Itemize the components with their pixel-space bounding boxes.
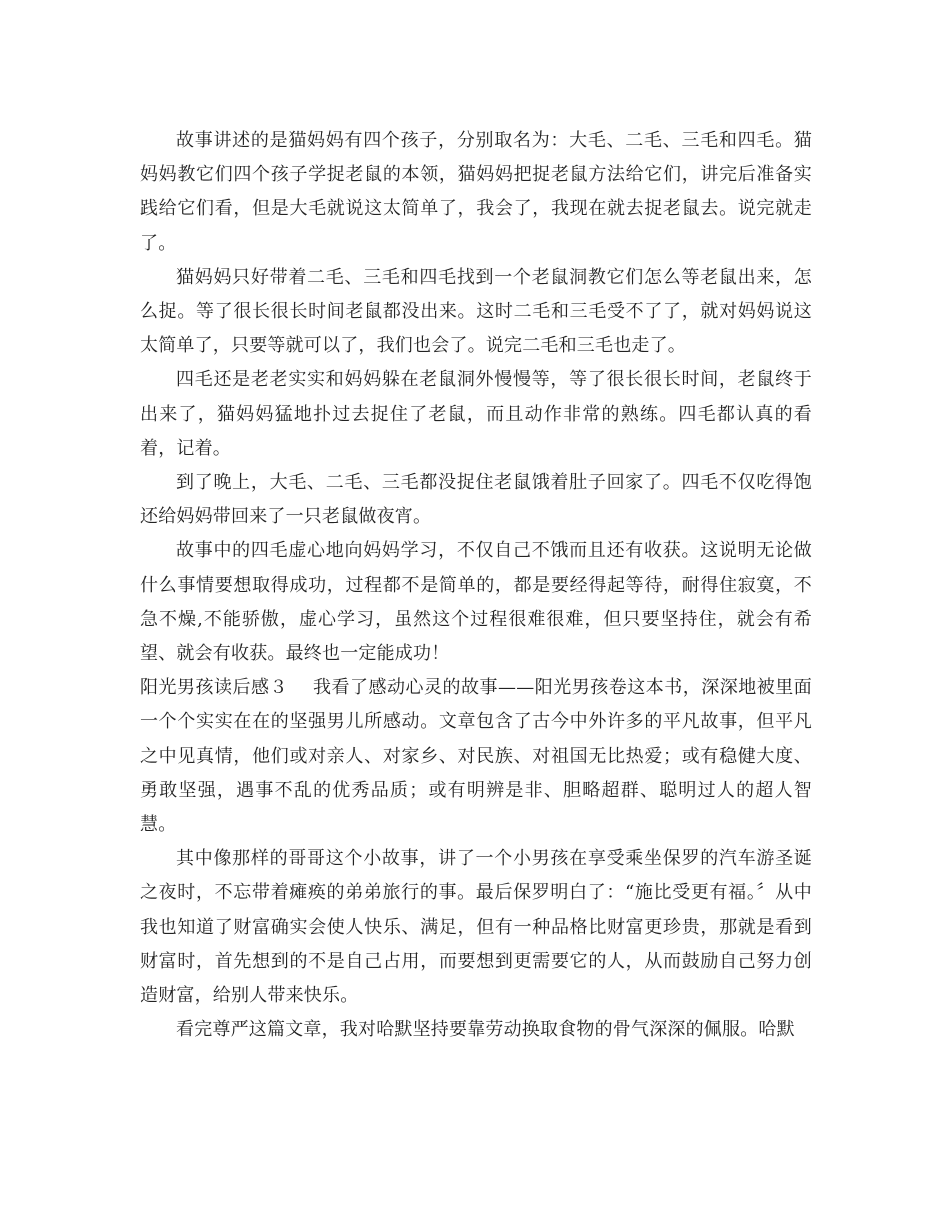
- paragraph: 故事中的四毛虚心地向妈妈学习，不仅自己不饿而且还有收获。这说明无论做什么事情要想取得成功，过程都不是简单的，都是要经得起等待，耐得住寂寞，不急不燥,不能骄傲，虚心学习，虽然这个过程很难很难，但只要坚持住，就会有希望、就会有收获。最终也一定能成功！: [140, 540, 812, 665]
- heading-gap: [288, 677, 313, 698]
- paragraph: 故事讲述的是猫妈妈有四个孩子，分别取名为：大毛、二毛、三毛和四毛。猫妈妈教它们四个孩子学捉老鼠的本领，猫妈妈把捉老鼠方法给它们，讲完后准备实践给它们看，但是大毛就说这太简单了，我会了，我现在就去捉老鼠去。说完就走了。: [140, 130, 812, 254]
- paragraph-with-heading: [140, 671, 812, 842]
- paragraph: 四毛还是老老实实和妈妈躲在老鼠洞外慢慢等，等了很长很长时间，老鼠终于出来了，猫妈妈猛地扑过去捉住了老鼠，而且动作非常的熟练。四毛都认真的看着，记着。: [140, 369, 812, 459]
- paragraph-text: 我看了感动心灵的故事——阳光男孩卷这本书，深深地被里面一个个实实在在的坚强男儿所感动。文章包含了古今中外许多的平凡故事，但平凡之中见真情，他们或对亲人、对家乡、对民族、对祖国无比热爱；或有稳健大度、勇敢坚强，遇事不乱的优秀品质；或有明辨是非、胆略超群、聪明过人的超人智慧。: [140, 677, 812, 836]
- paragraph: 到了晚上，大毛、二毛、三毛都没捉住老鼠饿着肚子回家了。四毛不仅吃得饱还给妈妈带回来了一只老鼠做夜宵。: [140, 472, 812, 528]
- section-heading: 阳光男孩读后感３: [140, 677, 289, 699]
- paragraph: 看完尊严这篇文章，我对哈默坚持要靠劳动换取食物的骨气深深的佩服。哈默: [176, 1019, 795, 1041]
- paragraph: 其中像那样的哥哥这个小故事，讲了一个小男孩在享受乘坐保罗的汽车游圣诞之夜时，不忘带着瘫痪的弟弟旅行的事。最后保罗明白了：“施比受更有福。〞从中我也知道了财富确实会使人快乐、满足，但有一种品格比财富更珍贵，那就是看到财富时，首先想到的不是自己占用，而要想到更需要它的人，从而鼓励自己努力创造财富，给别人带来快乐。: [140, 848, 812, 1007]
- document-body: [140, 124, 812, 1047]
- paragraph: 猫妈妈只好带着二毛、三毛和四毛找到一个老鼠洞教它们怎么等老鼠出来，怎么捉。等了很长很长时间老鼠都没出来。这时二毛和三毛受不了了，就对妈妈说这太简单了，只要等就可以了，我们也会了。说完二毛和三毛也走了。: [140, 266, 812, 357]
